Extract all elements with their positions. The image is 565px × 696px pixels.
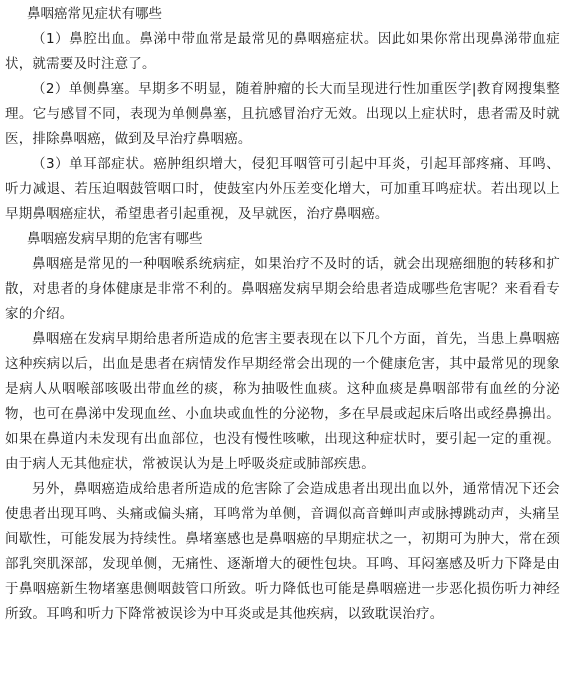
paragraph-nasal-congestion: （2）单侧鼻塞。早期多不明显，随着肿瘤的长大而呈现进行性加重医学|教育网搜集整理。它与感冒不同，表现为单侧鼻塞，且抗感冒治疗无效。出现以上症状时，患者需及时就医，排除鼻咽癌，做到及早治疗鼻咽癌。	[5, 81, 560, 147]
section-heading-harms: 鼻咽癌发病早期的危害有哪些	[27, 231, 203, 247]
paragraph-ear-symptoms: （3）单耳部症状。癌肿组织增大，侵犯耳咽管可引起中耳炎，引起耳部疼痛、耳鸣、听力减退、若压迫咽鼓管咽口时，使鼓室内外压差变化增大，可加重耳鸣症状。若出现以上早期鼻咽癌症状，希望患者引起重视，及早就医，治疗鼻咽癌。	[5, 156, 560, 222]
section-heading-symptoms: 鼻咽癌常见症状有哪些	[27, 6, 162, 22]
paragraph-harms-other: 另外，鼻咽癌造成给患者所造成的危害除了会造成患者出现出血以外，通常情况下还会使患者出现耳鸣、头痛或偏头痛，耳鸣常为单侧，音调似高音蝉叫声或脉搏跳动声，头痛呈间歇性，可能发展为持续性。鼻堵塞感也是鼻咽癌的早期症状之一，初期可为肿大，常在颈部乳突肌深部，发现单侧，无痛性、逐渐增大的硬性包块。耳鸣、耳闷塞感及听力下降是由于鼻咽癌新生物堵塞患侧咽鼓管口所致。听力降低也可能是鼻咽癌进一步恶化损伤听力神经所致。耳鸣和听力下降常被误诊为中耳炎或是其他疾病，以致耽误治疗。	[5, 481, 560, 622]
paragraph-harms-bleeding: 鼻咽癌在发病早期给患者所造成的危害主要表现在以下几个方面，首先，当患上鼻咽癌这种疾病以后，出血是患者在病情发作早期经常会出现的一个健康危害，其中最常见的现象是病人从咽喉部咳吸出带血丝的痰，称为抽吸性血痰。这种血痰是鼻咽部带有血丝的分泌物，也可在鼻涕中发现血丝、小血块或血性的分泌物，多在早晨或起床后咯出或经鼻擤出。如果在鼻道内未发现有出血部位，也没有慢性咳嗽，出现这种症状时，要引起一定的重视。由于病人无其他症状，常被误认为是上呼吸炎症或肺部疾患。	[5, 331, 560, 472]
paragraph-nasal-bleeding: （1）鼻腔出血。鼻涕中带血常是最常见的鼻咽癌症状。因此如果你常出现鼻涕带血症状，就需要及时注意了。	[5, 31, 560, 72]
paragraph-harms-intro: 鼻咽癌是常见的一种咽喉系统病症，如果治疗不及时的话，就会出现癌细胞的转移和扩散，对患者的身体健康是非常不利的。鼻咽癌发病早期会给患者造成哪些危害呢？来看看专家的介绍。	[5, 256, 560, 322]
